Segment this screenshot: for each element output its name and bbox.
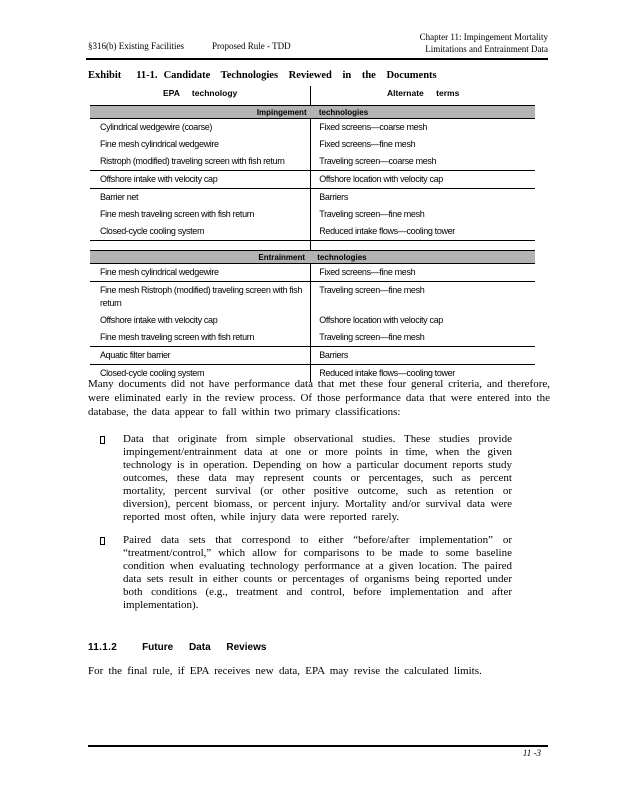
table-row [90,153,535,170]
section-number: 11.1.2 [88,642,118,653]
impingement-table [90,105,535,241]
section-heading [88,642,266,653]
cell-epa-technology: Fine mesh traveling screen with fish return [100,332,255,342]
entrainment-table [90,250,535,382]
table-row [90,281,535,312]
bullet-box-icon [100,537,105,545]
table-row [90,206,535,223]
cell-alternate-term: Barriers [310,347,535,364]
cell-epa-technology: Offshore intake with velocity cap [100,174,218,184]
column-header-alternate-terms: Alternate terms [310,86,535,105]
table-row [90,346,535,364]
entrainment-band-header: Entrainment technologies [90,251,535,264]
table-column-headers [90,86,535,105]
cell-alternate-term: Barriers [310,189,535,206]
column-header-epa-technology: EPA technology [163,88,238,98]
cell-epa-technology: Fine mesh cylindrical wedgewire [100,267,219,277]
cell-epa-technology: Fine mesh cylindrical wedgewire [100,139,219,149]
cell-epa-technology: Barrier net [100,192,139,202]
exhibit-table [90,86,535,382]
header-left-regulation: §316(b) Existing Facilities [88,41,184,51]
table-row [90,223,535,240]
table-row [90,312,535,329]
bullet-list [100,433,516,622]
header-right [420,31,548,55]
cell-alternate-term: Fixed screens—fine mesh [310,136,535,153]
table-gap-left [90,241,310,250]
impingement-band-header: Impingement technologies [90,106,535,119]
page-number: 11 -3 [522,748,541,758]
cell-alternate-term: Reduced intake flows—cooling tower [310,223,535,240]
header-right-line1: Chapter 11: Impingement Mortality [419,32,548,42]
exhibit-number: 11-1. [136,70,158,81]
table-row [90,119,535,136]
cell-alternate-term: Traveling screen—fine mesh [310,206,535,223]
bullet-text: Paired data sets that correspond to either “before/after implementation” or “treatment/control,” which allow for comparisons to be made to some baseline condition when evaluating technology performance at a given location. The paired data sets result in either counts or percentages of organisms being reported under both conditions (e.g., treatment and control, before implementation and after implementation). [123,534,512,611]
exhibit-label: Exhibit [88,70,122,81]
paragraph-intro: Many documents did not have performance data that met these four general criteria, and therefore, were eliminated early in the review process. Of those performance data that were entered into the database, the data appear to fall within two primary classifications: [88,378,550,418]
cell-alternate-term: Offshore location with velocity cap [310,171,535,188]
header-left [88,41,291,51]
footer-rule [88,745,548,747]
cell-epa-technology: Cylindrical wedgewire (coarse) [100,122,213,132]
cell-alternate-term: Fixed screens—fine mesh [310,264,535,281]
cell-alternate-term: Traveling screen—coarse mesh [310,153,535,170]
table-row [90,188,535,206]
bullet-text: Data that originate from simple observational studies. These studies provide impingement/entrainment data at one or more points in time, when the given technology is in operation. Depending on how a particular document reports study outcomes, these data may represent counts or percentages, such as percent mortality, percent survival (or other positive outcome, such as retention or diversion), percent biomass, or percent injury. Mortality and/or survival data were reported most often, while injury data were reported rarely. [123,433,512,523]
paragraph-final-rule: For the final rule, if EPA receives new data, EPA may revise the calculated limits. [88,665,482,677]
cell-epa-technology: Fine mesh traveling screen with fish return [100,209,255,219]
cell-alternate-term: Fixed screens—coarse mesh [310,119,535,136]
section-title: Future Data Reviews [142,642,267,653]
cell-epa-technology: Fine mesh Ristroph (modified) traveling screen with fish return [100,285,302,308]
cell-alternate-term: Offshore location with velocity cap [310,312,535,329]
header-right-line2: Limitations and Entrainment Data [425,44,548,54]
header-rule [86,58,548,60]
list-item [100,433,516,524]
cell-alternate-term: Reduced intake flows—cooling tower [310,365,535,382]
header-left-rule-name: Proposed Rule - TDD [212,41,291,51]
table-gap [90,241,535,250]
cell-epa-technology: Ristroph (modified) traveling screen with fish return [100,156,285,166]
table-row [90,329,535,346]
bullet-box-icon [100,436,105,444]
cell-epa-technology: Offshore intake with velocity cap [100,315,218,325]
cell-alternate-term: Traveling screen—fine mesh [310,329,535,346]
cell-epa-technology: Closed-cycle cooling system [100,226,205,236]
cell-epa-technology: Aquatic filter barrier [100,350,171,360]
exhibit-title [88,70,437,81]
table-gap-right [310,241,535,250]
table-row [90,136,535,153]
list-item [100,534,516,612]
cell-epa-technology: Closed-cycle cooling system [100,368,205,378]
cell-alternate-term: Traveling screen—fine mesh [310,282,535,312]
table-row [90,264,535,281]
exhibit-title-text: Candidate Technologies Reviewed in the Documents [163,70,437,81]
table-row [90,170,535,188]
